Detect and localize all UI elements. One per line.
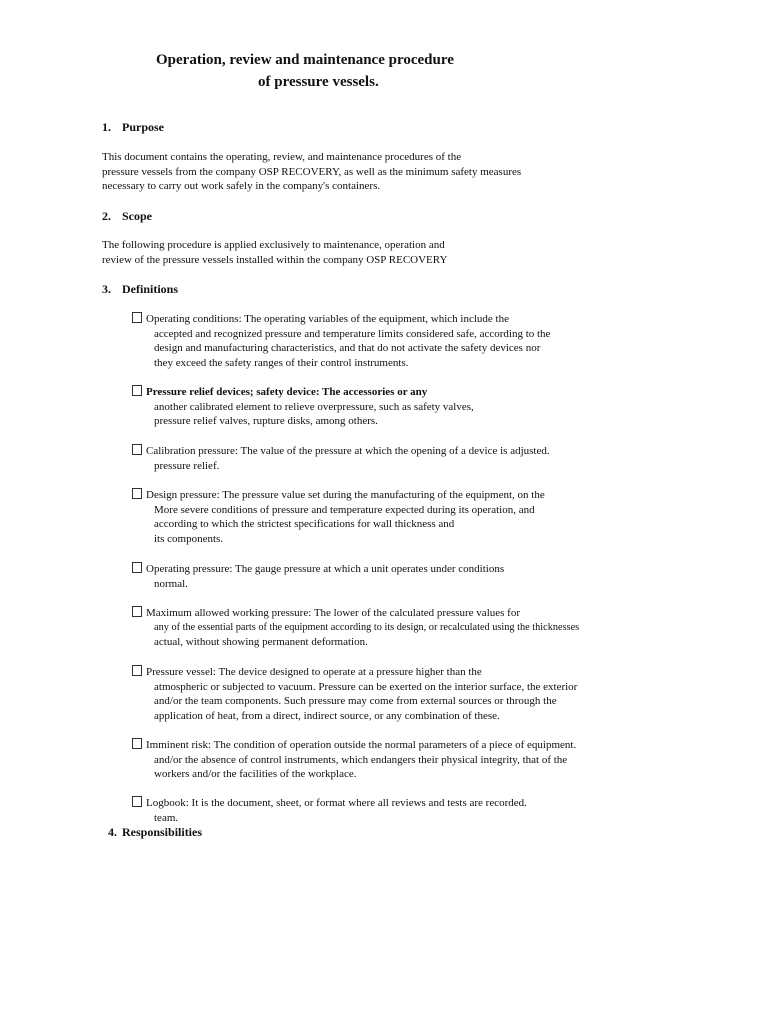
section-heading-purpose bbox=[102, 120, 164, 135]
checkbox-glyph-icon bbox=[132, 488, 142, 499]
definition-line: actual, without showing permanent deformation. bbox=[154, 636, 368, 649]
section-title: Responsibilities bbox=[122, 825, 203, 839]
paragraph-line: review of the pressure vessels installed within the company OSP RECOVERY bbox=[102, 253, 448, 266]
definition-line: normal. bbox=[154, 577, 188, 590]
definition-line: and/or the team components. Such pressure may come from external sources or through the bbox=[154, 695, 557, 708]
definition-line: its components. bbox=[154, 533, 224, 546]
checkbox-glyph-icon bbox=[132, 444, 142, 455]
definition-line: according to which the strictest specifications for wall thickness and bbox=[154, 518, 455, 531]
section-number: 4. bbox=[108, 825, 117, 839]
paragraph-line: The following procedure is applied exclusively to maintenance, operation and bbox=[102, 239, 445, 251]
definition-line: team. bbox=[154, 811, 179, 824]
document-title-line-2: of pressure vessels. bbox=[258, 74, 379, 90]
definition-item bbox=[132, 665, 656, 724]
checkbox-glyph-icon bbox=[132, 665, 142, 676]
definition-first-line: Operating conditions: The operating variables of the equipment, which include the bbox=[146, 313, 509, 325]
checkbox-glyph-icon bbox=[132, 385, 142, 396]
definition-first-line: Logbook: It is the document, sheet, or format where all reviews and tests are recorded. bbox=[146, 797, 527, 809]
section-number: 1. bbox=[102, 120, 111, 134]
definition-line: they exceed the safety ranges of their control instruments. bbox=[154, 357, 409, 370]
document-title-line-1: Operation, review and maintenance procedure bbox=[156, 52, 454, 68]
definition-first-line: Pressure vessel: The device designed to operate at a pressure higher than the bbox=[146, 666, 482, 678]
definition-item bbox=[132, 562, 656, 591]
definition-item bbox=[132, 738, 656, 782]
definition-line: pressure relief valves, rupture disks, among others. bbox=[154, 415, 378, 428]
definition-line: accepted and recognized pressure and temperature limits considered safe, according to the bbox=[154, 327, 551, 340]
section-heading-responsibilities bbox=[108, 825, 202, 840]
definition-line: application of heat, from a direct, indirect source, or any combination of these. bbox=[154, 710, 500, 723]
definition-line: design and manufacturing characteristics, and that do not activate the safety devices nor bbox=[154, 342, 541, 355]
definition-line: another calibrated element to relieve overpressure, such as safety valves, bbox=[154, 400, 474, 413]
definition-item bbox=[132, 385, 656, 429]
scope-paragraph bbox=[102, 238, 522, 267]
section-title: Purpose bbox=[122, 120, 164, 134]
definition-item bbox=[132, 606, 656, 650]
definition-first-line: Pressure relief devices; safety device: The accessories or any bbox=[146, 386, 428, 398]
definition-line: More severe conditions of pressure and temperature expected during its operation, and bbox=[154, 503, 535, 516]
section-number: 3. bbox=[102, 282, 111, 296]
section-number: 2. bbox=[102, 209, 111, 223]
definition-first-line: Operating pressure: The gauge pressure at which a unit operates under conditions bbox=[146, 563, 505, 575]
checkbox-glyph-icon bbox=[132, 606, 142, 617]
definition-line: and/or the absence of control instruments, which endangers their physical integrity, that of the bbox=[154, 753, 568, 766]
section-title: Scope bbox=[122, 209, 152, 223]
section-heading-scope bbox=[102, 209, 152, 224]
section-heading-definitions bbox=[102, 282, 178, 297]
definition-first-line: Design pressure: The pressure value set during the manufacturing of the equipment, on the bbox=[146, 489, 545, 501]
checkbox-glyph-icon bbox=[132, 796, 142, 807]
checkbox-glyph-icon bbox=[132, 738, 142, 749]
purpose-paragraph bbox=[102, 150, 558, 194]
definition-item bbox=[132, 488, 656, 547]
definition-item bbox=[132, 444, 656, 473]
definition-first-line: Maximum allowed working pressure: The lower of the calculated pressure values for bbox=[146, 607, 520, 619]
paragraph-line: necessary to carry out work safely in the company's containers. bbox=[102, 180, 381, 193]
definition-line: workers and/or the facilities of the workplace. bbox=[154, 768, 357, 781]
section-title: Definitions bbox=[122, 282, 179, 296]
definition-line: atmospheric or subjected to vacuum. Pressure can be exerted on the interior surface, the exterior bbox=[154, 680, 578, 693]
paragraph-line: This document contains the operating, review, and maintenance procedures of the bbox=[102, 151, 462, 163]
checkbox-glyph-icon bbox=[132, 562, 142, 573]
definition-line: pressure relief. bbox=[154, 459, 220, 472]
definition-first-line: Imminent risk: The condition of operation outside the normal parameters of a piece of equipment. bbox=[146, 739, 577, 751]
paragraph-line: pressure vessels from the company OSP RECOVERY, as well as the minimum safety measures bbox=[102, 165, 522, 178]
checkbox-glyph-icon bbox=[132, 312, 142, 323]
definition-line: any of the essential parts of the equipment according to its design, or recalculated using the thicknesses bbox=[154, 621, 580, 633]
definition-first-line: Calibration pressure: The value of the pressure at which the opening of a device is adjusted. bbox=[146, 445, 550, 457]
definition-item bbox=[132, 312, 656, 371]
definition-item bbox=[132, 796, 656, 825]
